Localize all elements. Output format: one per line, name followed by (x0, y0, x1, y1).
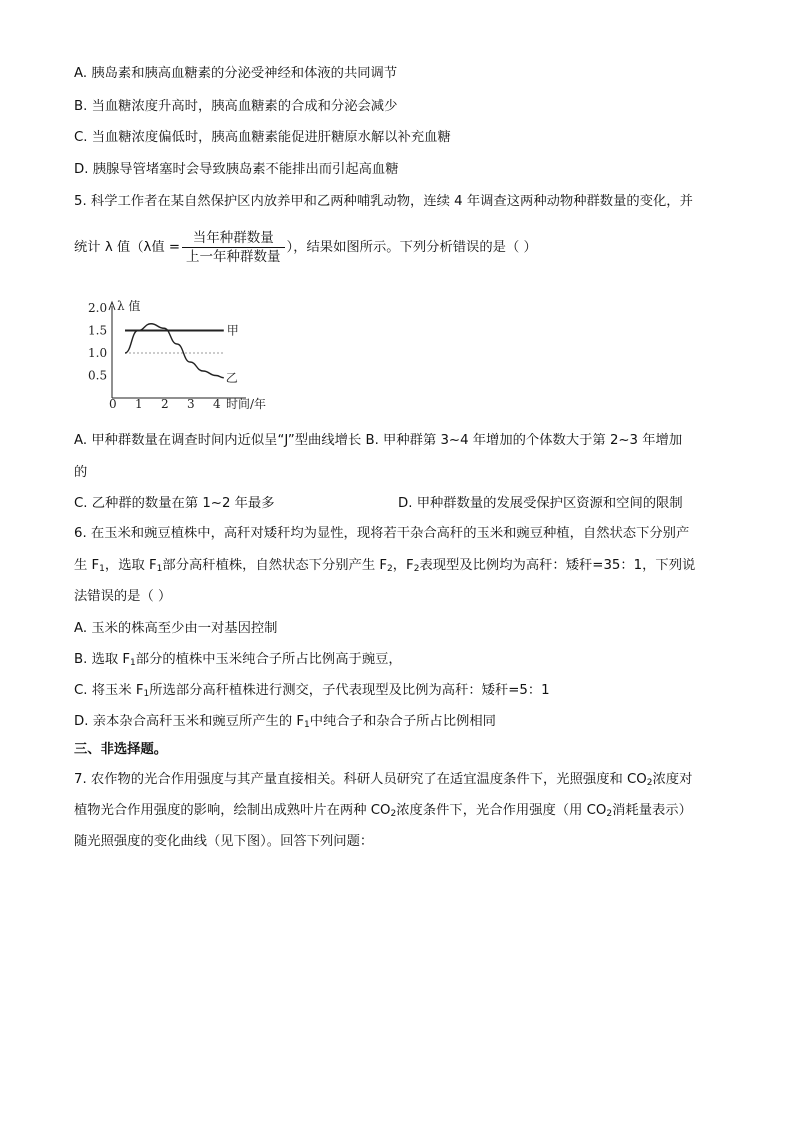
x-tick-label: 0 (109, 397, 117, 411)
q6-text: 部分的植株中玉米纯合子所占比例高于豌豆， (135, 652, 402, 667)
q7-line3: 随光照强度的变化曲线（见下图）。回答下列问题： (74, 834, 374, 849)
x-tick-label: 1 (135, 397, 143, 411)
q5-option-c: C. 乙种群的数量在第 1~2 年最多 (74, 496, 275, 511)
section-heading: 三、非选择题。 (74, 742, 168, 757)
subscript: 1 (304, 720, 310, 730)
y-axis-label: λ 值 (117, 299, 141, 313)
fraction-denominator: 上一年种群数量 (186, 248, 281, 265)
subscript: 1 (156, 564, 163, 574)
subscript: 1 (143, 689, 150, 699)
q6-text: 生 F (74, 558, 100, 573)
q6-text: B. 选取 F (74, 652, 131, 667)
subscript: 2 (606, 809, 613, 819)
y-tick-label: 1.5 (88, 323, 108, 338)
y-tick-label: 0.5 (88, 368, 108, 383)
q6-text: C. 将玉米 F (74, 683, 144, 698)
series-yi-label: 乙 (225, 370, 238, 385)
q6-text: ，选取 F (104, 558, 157, 573)
lambda-fraction (182, 229, 285, 266)
q4-option-d: D. 胰腺导管堵塞时会导致胰岛素不能排出而引起高血糖 (74, 162, 399, 177)
q6-text: 表现型及比例均为高秆：矮秆=35：1，下列说 (419, 558, 696, 573)
x-tick-label: 2 (161, 397, 169, 411)
q7-text: 7. 农作物的光合作用强度与其产量直接相关。科研人员研究了在适宜温度条件下，光照强度和 CO (74, 772, 647, 787)
series-jia-label: 甲 (226, 323, 239, 338)
q6-stem-line1: 6. 在玉米和豌豆植株中，高秆对矮秆均为显性，现将若干杂合高秆的玉米和豌豆种植，自然状态下分别产 (74, 526, 690, 541)
subscript: 1 (130, 658, 136, 668)
subscript: 2 (646, 778, 653, 788)
y-axis (109, 302, 115, 398)
q6-text: 中纯合子和杂合子所占比例相同 (309, 714, 496, 729)
lambda-chart (86, 296, 286, 412)
q6-option-c (74, 681, 550, 704)
q5-stem-prefix: 统计 λ 值（λ值 = (74, 240, 181, 255)
y-tick-label: 1.0 (88, 346, 108, 360)
q5-stem-line1: 5. 科学工作者在某自然保护区内放养甲和乙两种哺乳动物，连续 4 年调查这两种动物种群数量的变化，并 (74, 194, 693, 209)
q5-stem-suffix: ），结果如图所示。下列分析错误的是（ ） (286, 240, 537, 255)
q6-stem-line2 (74, 556, 695, 579)
series-yi-line (125, 324, 224, 378)
x-tick-label: 4 (213, 397, 221, 411)
q6-option-b (74, 650, 402, 673)
q6-text: ，F (392, 558, 414, 573)
q5-option-a: A. 甲种群数量在调查时间内近似呈“J”型曲线增长 B. 甲种群第 3~4 年增加的个体数大于第 2~3 年增加 (74, 433, 683, 448)
fraction-numerator: 当年种群数量 (182, 229, 285, 248)
q4-option-b: B. 当血糖浓度升高时，胰高血糖素的合成和分泌会减少 (74, 99, 398, 114)
q7-line1 (74, 770, 692, 793)
q7-text: 消耗量表示） (612, 803, 692, 818)
q6-text: D. 亲本杂合高秆玉米和豌豆所产生的 F (74, 714, 305, 729)
y-tick-label: 2.0 (88, 301, 108, 315)
q6-stem-line3: 法错误的是（ ） (74, 589, 172, 604)
q6-option-a: A. 玉米的株高至少由一对基因控制 (74, 621, 278, 636)
subscript: 2 (387, 564, 393, 574)
q7-text: 植物光合作用强度的影响，绘制出成熟叶片在两种 CO (74, 803, 391, 818)
q5-option-d: D. 甲种群数量的发展受保护区资源和空间的限制 (398, 496, 683, 511)
q7-text: 浓度对 (652, 772, 693, 787)
q7-line2 (74, 801, 692, 824)
q5-stem-line2 (74, 226, 537, 270)
x-axis-label: 时间/年 (226, 397, 267, 411)
q6-text: 部分高秆植株，自然状态下分别产生 F (162, 558, 388, 573)
subscript: 2 (413, 564, 420, 574)
q6-option-d (74, 712, 496, 735)
q6-text: 所选部分高秆植株进行测交，子代表现型及比例为高秆：矮秆=5：1 (149, 683, 550, 698)
subscript: 2 (390, 809, 397, 819)
q7-text: 浓度条件下，光合作用强度（用 CO (396, 803, 607, 818)
subscript: 1 (99, 564, 105, 574)
q5-option-a-continued: 的 (74, 465, 88, 480)
x-tick-label: 3 (187, 397, 195, 411)
q4-option-a: A. 胰岛素和胰高血糖素的分泌受神经和体液的共同调节 (74, 66, 398, 81)
q4-option-c: C. 当血糖浓度偏低时，胰高血糖素能促进肝糖原水解以补充血糖 (74, 130, 451, 145)
